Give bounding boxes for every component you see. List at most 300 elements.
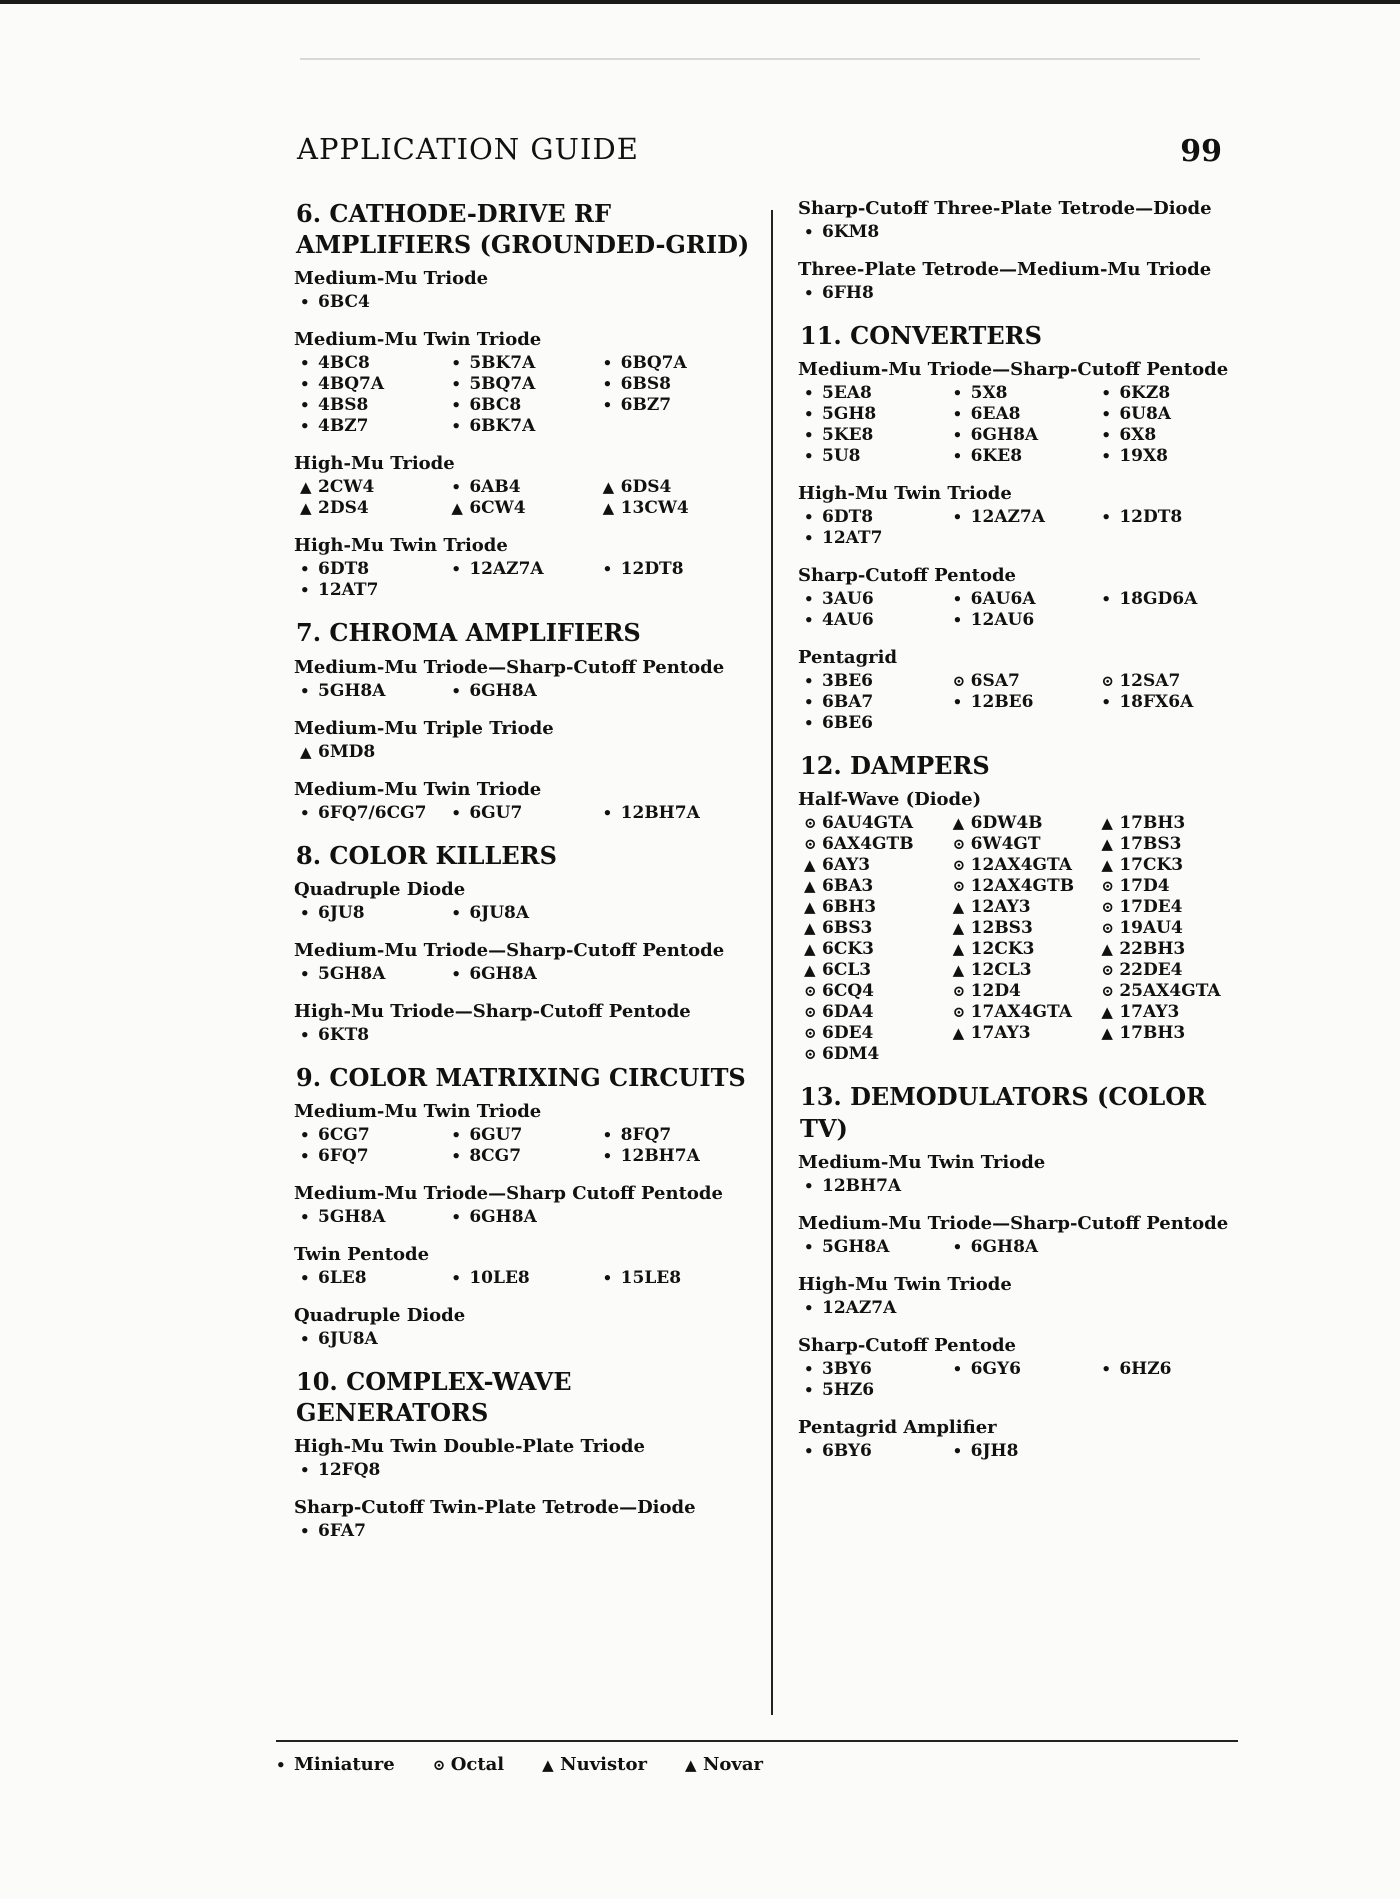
tube-entry: [300, 353, 451, 374]
tube-type: 6BE6: [822, 713, 873, 734]
tube-entry: [451, 1125, 602, 1146]
section-title: 12. DAMPERS: [800, 751, 990, 781]
base-type-symbol-icon: •: [804, 384, 814, 403]
tube-type: 6DE4: [822, 1023, 874, 1044]
tube-entry: [804, 589, 953, 610]
tube-entry: [953, 383, 1102, 404]
tube-type: 12SA7: [1119, 671, 1181, 692]
tube-type: 12AU6: [970, 610, 1035, 631]
tube-entry: [804, 1237, 953, 1258]
legend-symbol-icon: ▲: [684, 1756, 697, 1774]
base-type-symbol-icon: •: [804, 284, 814, 302]
tube-type: 6KE8: [970, 446, 1023, 467]
base-type-symbol-icon: •: [300, 1125, 310, 1144]
tube-type: 6JU8: [318, 902, 365, 923]
group-title: Medium-Mu Twin Triode: [294, 1100, 542, 1122]
legend-item: [433, 1754, 504, 1775]
tube-entry: [603, 1268, 754, 1289]
section-title: 9. COLOR MATRIXING CIRCUITS: [296, 1062, 746, 1092]
tube-type: 6FQ7: [318, 1145, 369, 1166]
tube-entry: [953, 1441, 1102, 1462]
tube-list: [804, 1237, 1250, 1258]
tube-type: 8FQ7: [620, 1124, 672, 1145]
tube-type: 6GH8A: [469, 1206, 537, 1227]
tube-type: 6DT8: [318, 559, 370, 580]
group-title: High-Mu Twin Triode: [798, 1273, 1012, 1295]
group-title: Medium-Mu Triode—Sharp-Cutoff Pentode: [798, 359, 1229, 381]
tube-entry: [1101, 918, 1250, 939]
tube-entry: [300, 559, 451, 580]
base-type-symbol-icon: ⊙: [804, 1003, 817, 1022]
base-type-symbol-icon: •: [804, 529, 814, 548]
base-type-symbol-icon: •: [952, 1359, 963, 1378]
tube-entry: [1101, 834, 1250, 855]
base-type-symbol-icon: ▲: [1101, 856, 1113, 875]
tube-type: 6AU6A: [970, 589, 1036, 610]
tube-list: [300, 803, 754, 824]
base-type-symbol-icon: •: [602, 560, 613, 579]
tube-group: [276, 1101, 754, 1167]
tube-list: [300, 1025, 754, 1046]
base-type-symbol-icon: •: [1101, 405, 1111, 424]
tube-entry: [804, 1359, 953, 1380]
legend-symbol-icon: ▲: [542, 1756, 554, 1774]
tube-type: 12AX4GTB: [970, 876, 1075, 897]
tube-type: 6X8: [1119, 425, 1157, 446]
base-type-symbol-icon: •: [451, 354, 461, 373]
tube-type: 12D4: [970, 981, 1021, 1002]
tube-group: [276, 1244, 754, 1289]
tube-entry: [300, 681, 451, 702]
tube-entry: [451, 681, 602, 702]
tube-entry: [1101, 939, 1250, 960]
tube-type: 6AU4GTA: [822, 813, 914, 834]
tube-type: 6BH3: [822, 897, 877, 918]
right-column: [780, 198, 1250, 1478]
base-type-symbol-icon: ▲: [952, 919, 965, 938]
base-type-symbol-icon: •: [1101, 590, 1111, 609]
tube-entry: [300, 903, 451, 924]
tube-entry: [1101, 1359, 1250, 1380]
tube-entry: [953, 876, 1102, 897]
tube-list: [300, 681, 754, 702]
tube-group: [276, 879, 754, 924]
tube-entry: [804, 671, 953, 692]
tube-entry: [804, 1044, 953, 1065]
tube-entry: [451, 1268, 602, 1289]
page-title: APPLICATION GUIDE: [297, 132, 639, 166]
tube-entry: [953, 834, 1102, 855]
tube-entry: [804, 446, 953, 467]
group-title: High-Mu Twin Triode: [294, 535, 508, 557]
group-title: Pentagrid: [798, 647, 898, 669]
tube-type: 6U8A: [1119, 404, 1172, 425]
group-title: High-Mu Twin Triode: [798, 483, 1012, 505]
tube-entry: [1101, 1002, 1250, 1023]
base-type-symbol-icon: ⊙: [952, 877, 966, 896]
tube-type: 5HZ6: [822, 1379, 875, 1400]
tube-entry: [451, 353, 602, 374]
tube-entry: [300, 1146, 451, 1167]
base-type-symbol-icon: •: [300, 581, 310, 600]
tube-type: 4BS8: [318, 395, 369, 416]
tube-type: 6LE8: [318, 1267, 367, 1288]
tube-entry: [953, 610, 1102, 631]
legend-label: Miniature: [294, 1754, 395, 1775]
section-title: 7. CHROMA AMPLIFIERS: [296, 618, 641, 648]
tube-type: 6DS4: [620, 477, 672, 498]
base-type-symbol-icon: ⊙: [1101, 672, 1114, 691]
tube-type: 2CW4: [318, 477, 375, 498]
tube-group: [276, 1305, 754, 1350]
base-type-symbol-icon: •: [300, 354, 310, 373]
tube-type: 6GH8A: [469, 680, 537, 701]
group-title: Sharp-Cutoff Pentode: [798, 1334, 1017, 1356]
tube-type: 12AZ7A: [469, 559, 544, 580]
base-type-symbol-icon: •: [952, 611, 963, 630]
section-title: 8. COLOR KILLERS: [296, 840, 557, 870]
tube-type: 10LE8: [469, 1267, 530, 1288]
tube-entry: [953, 981, 1102, 1002]
tube-entry: [804, 897, 953, 918]
group-title: Medium-Mu Twin Triode: [294, 329, 542, 351]
base-type-symbol-icon: •: [451, 1125, 461, 1144]
tube-entry: [1101, 446, 1250, 467]
group-title: Medium-Mu Triode—Sharp-Cutoff Pentode: [798, 1212, 1229, 1234]
section: [276, 1366, 754, 1542]
tube-list: [804, 1298, 1250, 1319]
base-type-symbol-icon: •: [804, 714, 814, 733]
tube-type: 4BC8: [318, 353, 370, 374]
base-type-symbol-icon: •: [804, 508, 814, 527]
tube-type: 6BA3: [822, 876, 874, 897]
section: [780, 320, 1250, 734]
base-type-symbol-icon: •: [602, 396, 613, 415]
tube-type: 6DM4: [822, 1044, 880, 1065]
tube-list: [300, 1329, 754, 1350]
tube-entry: [804, 876, 953, 897]
tube-type: 5GH8A: [822, 1236, 890, 1257]
tube-entry: [1101, 981, 1250, 1002]
tube-type: 6GU7: [469, 1124, 523, 1145]
tube-entry: [953, 918, 1102, 939]
tube-type: 6BY6: [822, 1440, 872, 1461]
tube-type: 6GH8A: [970, 1236, 1039, 1257]
tube-type: 5X8: [970, 383, 1008, 404]
base-type-symbol-icon: •: [602, 1146, 613, 1165]
tube-type: 5BQ7A: [469, 374, 536, 395]
base-type-symbol-icon: ▲: [804, 856, 816, 875]
tube-type: 6BQ7A: [620, 353, 687, 374]
tube-type: 6AY3: [822, 855, 871, 876]
tube-type: 6FA7: [318, 1521, 366, 1542]
tube-type: 17BH3: [1119, 1023, 1186, 1044]
section-title: 11. CONVERTERS: [800, 321, 1042, 350]
tube-list: [300, 292, 754, 313]
base-type-symbol-icon: •: [602, 354, 613, 373]
base-type-symbol-icon: •: [804, 611, 814, 630]
group-title: Medium-Mu Triode—Sharp-Cutoff Pentode: [294, 939, 725, 961]
tube-entry: [804, 692, 953, 713]
base-type-symbol-icon: •: [804, 447, 814, 466]
base-type-symbol-icon: ▲: [300, 478, 312, 497]
tube-type: 6AB4: [469, 477, 521, 498]
tube-type: 12BH7A: [620, 802, 700, 823]
legend-item: [542, 1754, 647, 1775]
tube-entry: [804, 1380, 953, 1401]
tube-entry: [804, 834, 953, 855]
tube-list: [804, 383, 1250, 467]
base-type-symbol-icon: •: [804, 1359, 814, 1378]
base-type-symbol-icon: •: [952, 508, 963, 527]
group-title: High-Mu Twin Double-Plate Triode: [294, 1436, 645, 1458]
top-rule: [0, 0, 1400, 4]
base-type-symbol-icon: ▲: [952, 961, 965, 980]
tube-group: [276, 718, 754, 763]
tube-list: [300, 1460, 754, 1481]
group-title: Twin Pentode: [294, 1243, 430, 1265]
tube-group: [780, 1213, 1250, 1258]
base-type-symbol-icon: •: [451, 1207, 461, 1226]
tube-entry: [1101, 671, 1250, 692]
base-type-symbol-icon: •: [300, 1461, 310, 1480]
tube-type: 12CK3: [970, 939, 1035, 960]
base-type-symbol-icon: •: [451, 964, 461, 983]
tube-list: [804, 222, 1250, 243]
tube-type: 6FQ7/6CG7: [318, 802, 427, 823]
tube-type: 6CG7: [318, 1124, 370, 1145]
base-type-symbol-icon: •: [300, 1146, 310, 1165]
group-title: Sharp-Cutoff Three-Plate Tetrode—Diode: [798, 198, 1212, 219]
tube-type: 6JU8A: [318, 1328, 378, 1349]
tube-entry: [953, 404, 1102, 425]
base-type-symbol-icon: ▲: [1101, 814, 1113, 833]
tube-type: 17BS3: [1119, 834, 1182, 855]
tube-group: [780, 198, 1250, 243]
tube-entry: [953, 425, 1102, 446]
base-type-symbol-icon: •: [804, 1298, 814, 1317]
tube-entry: [451, 964, 602, 985]
tube-entry: [300, 580, 451, 601]
tube-list: [300, 1207, 754, 1228]
tube-group: [276, 453, 754, 519]
legend-item: [276, 1754, 395, 1775]
base-type-symbol-icon: •: [952, 384, 963, 403]
tube-type: 5KE8: [822, 425, 874, 446]
group-title: Three-Plate Tetrode—Medium-Mu Triode: [798, 259, 1212, 280]
base-type-symbol-icon: •: [451, 375, 461, 394]
tube-type: 5U8: [822, 446, 861, 467]
section: [780, 198, 1250, 304]
tube-entry: [603, 1125, 754, 1146]
tube-group: [276, 1001, 754, 1046]
base-type-symbol-icon: •: [300, 903, 310, 922]
base-type-symbol-icon: ▲: [300, 742, 312, 761]
base-type-symbol-icon: ▲: [952, 898, 965, 917]
section: [276, 1062, 754, 1350]
tube-entry: [1101, 507, 1250, 528]
tube-type: 19X8: [1119, 446, 1169, 467]
tube-entry: [953, 692, 1102, 713]
tube-entry: [953, 671, 1102, 692]
base-type-symbol-icon: •: [451, 681, 461, 700]
tube-type: 6KM8: [822, 222, 880, 242]
base-type-symbol-icon: •: [804, 672, 814, 691]
tube-list: [300, 903, 754, 924]
base-type-symbol-icon: •: [804, 1176, 814, 1195]
tube-entry: [451, 803, 602, 824]
tube-entry: [300, 416, 451, 437]
tube-type: 17AY3: [970, 1023, 1031, 1044]
tube-type: 6DA4: [822, 1002, 874, 1023]
tube-list: [804, 283, 1250, 304]
tube-type: 6W4GT: [970, 834, 1041, 855]
base-type-symbol-icon: ⊙: [952, 856, 966, 875]
tube-type: 12DT8: [1119, 507, 1183, 528]
base-type-symbol-icon: ⊙: [804, 814, 817, 833]
tube-type: 6FH8: [822, 283, 874, 303]
tube-list: [300, 477, 754, 519]
tube-type: 6BS8: [620, 374, 671, 395]
tube-type: 6JH8: [970, 1440, 1019, 1461]
base-type-symbol-icon: •: [300, 293, 310, 312]
legend-label: Nuvistor: [560, 1754, 647, 1775]
tube-entry: [1101, 1023, 1250, 1044]
tube-type: 6KZ8: [1119, 383, 1171, 404]
base-type-symbol-icon: •: [300, 417, 310, 436]
tube-type: 5GH8: [822, 404, 877, 425]
tube-entry: [953, 507, 1102, 528]
tube-group: [276, 1183, 754, 1228]
group-title: Sharp-Cutoff Pentode: [798, 565, 1017, 587]
base-type-symbol-icon: ⊙: [1101, 919, 1114, 938]
legend-label: Novar: [702, 1754, 764, 1775]
tube-entry: [603, 1146, 754, 1167]
tube-entry: [300, 292, 451, 313]
base-type-symbol-icon: ▲: [804, 877, 816, 896]
base-type-symbol-icon: ▲: [602, 478, 615, 497]
tube-type: 12DT8: [620, 559, 684, 580]
tube-entry: [953, 1359, 1102, 1380]
tube-type: 12BH7A: [620, 1145, 700, 1166]
base-type-symbol-icon: •: [451, 1146, 461, 1165]
base-type-symbol-icon: •: [952, 405, 963, 424]
tube-type: 17CK3: [1119, 855, 1184, 876]
tube-list: [804, 589, 1250, 631]
tube-entry: [300, 1329, 451, 1350]
base-type-symbol-icon: ⊙: [952, 835, 966, 854]
base-type-symbol-icon: •: [804, 1380, 814, 1399]
base-type-symbol-icon: •: [300, 396, 310, 415]
base-type-symbol-icon: ▲: [804, 961, 816, 980]
tube-list: [804, 1176, 1250, 1197]
tube-group: [780, 259, 1250, 304]
tube-entry: [804, 404, 953, 425]
base-type-symbol-icon: •: [451, 803, 461, 822]
tube-type: 17D4: [1119, 876, 1170, 897]
tube-group: [780, 647, 1250, 734]
tube-list: [804, 671, 1250, 734]
tube-type: 8CG7: [469, 1145, 522, 1166]
tube-entry: [804, 283, 953, 304]
base-type-symbol-icon: •: [300, 1025, 310, 1044]
tube-type: 5EA8: [822, 383, 872, 404]
tube-entry: [1101, 404, 1250, 425]
tube-group: [780, 1417, 1250, 1462]
section: [780, 1081, 1250, 1461]
group-title: High-Mu Triode—Sharp-Cutoff Pentode: [294, 1000, 691, 1022]
tube-type: 13CW4: [620, 498, 689, 519]
tube-type: 4AU6: [822, 610, 874, 631]
tube-entry: [804, 981, 953, 1002]
tube-list: [300, 353, 754, 437]
tube-type: 6GU7: [469, 802, 523, 823]
section: [276, 198, 754, 601]
page-number: 99: [1180, 134, 1222, 169]
tube-entry: [953, 813, 1102, 834]
base-type-symbol-icon: ⊙: [804, 1024, 817, 1043]
tube-type: 25AX4GTA: [1119, 981, 1221, 1002]
tube-list: [300, 1521, 754, 1542]
tube-type: 6BC4: [318, 292, 370, 313]
group-title: Medium-Mu Triode—Sharp Cutoff Pentode: [294, 1182, 723, 1204]
base-type-symbol-icon: •: [451, 396, 461, 415]
tube-entry: [804, 713, 953, 734]
group-title: Pentagrid Amplifier: [798, 1416, 997, 1438]
tube-entry: [300, 1207, 451, 1228]
tube-group: [276, 657, 754, 702]
tube-entry: [603, 803, 754, 824]
tube-entry: [300, 742, 451, 763]
tube-type: 6EA8: [970, 404, 1021, 425]
tube-entry: [953, 855, 1102, 876]
tube-entry: [804, 1441, 953, 1462]
base-type-symbol-icon: ⊙: [1101, 961, 1114, 980]
tube-entry: [804, 222, 953, 243]
base-type-symbol-icon: •: [804, 223, 814, 241]
tube-type: 6AX4GTB: [822, 834, 914, 855]
tube-type: 6CK3: [822, 939, 874, 960]
tube-type: 6BA7: [822, 692, 874, 713]
base-type-symbol-icon: •: [1101, 426, 1111, 445]
tube-entry: [300, 964, 451, 985]
tube-entry: [1101, 425, 1250, 446]
tube-group: [780, 359, 1250, 467]
tube-entry: [1101, 960, 1250, 981]
base-type-symbol-icon: ▲: [952, 940, 965, 959]
tube-entry: [603, 353, 754, 374]
tube-type: 17BH3: [1119, 813, 1186, 834]
base-type-symbol-icon: •: [804, 1441, 814, 1460]
tube-type: 12AT7: [822, 528, 883, 549]
legend-symbol-icon: •: [276, 1756, 286, 1774]
base-type-symbol-icon: ⊙: [1101, 982, 1114, 1001]
base-type-symbol-icon: ▲: [1101, 1003, 1113, 1022]
tube-entry: [1101, 692, 1250, 713]
tube-type: 6MD8: [318, 741, 376, 762]
tube-type: 5GH8A: [318, 680, 386, 701]
base-type-symbol-icon: •: [300, 964, 310, 983]
tube-group: [276, 1436, 754, 1481]
tube-entry: [451, 1207, 602, 1228]
base-type-symbol-icon: •: [1101, 447, 1111, 466]
base-type-symbol-icon: ▲: [451, 499, 463, 518]
base-type-symbol-icon: ▲: [300, 499, 312, 518]
base-type-symbol-icon: •: [1101, 693, 1111, 712]
symbol-legend: [276, 1740, 1238, 1775]
section-title: 10. COMPLEX-WAVE GENERATORS: [296, 1366, 572, 1428]
tube-type: 6GH8A: [970, 425, 1039, 446]
